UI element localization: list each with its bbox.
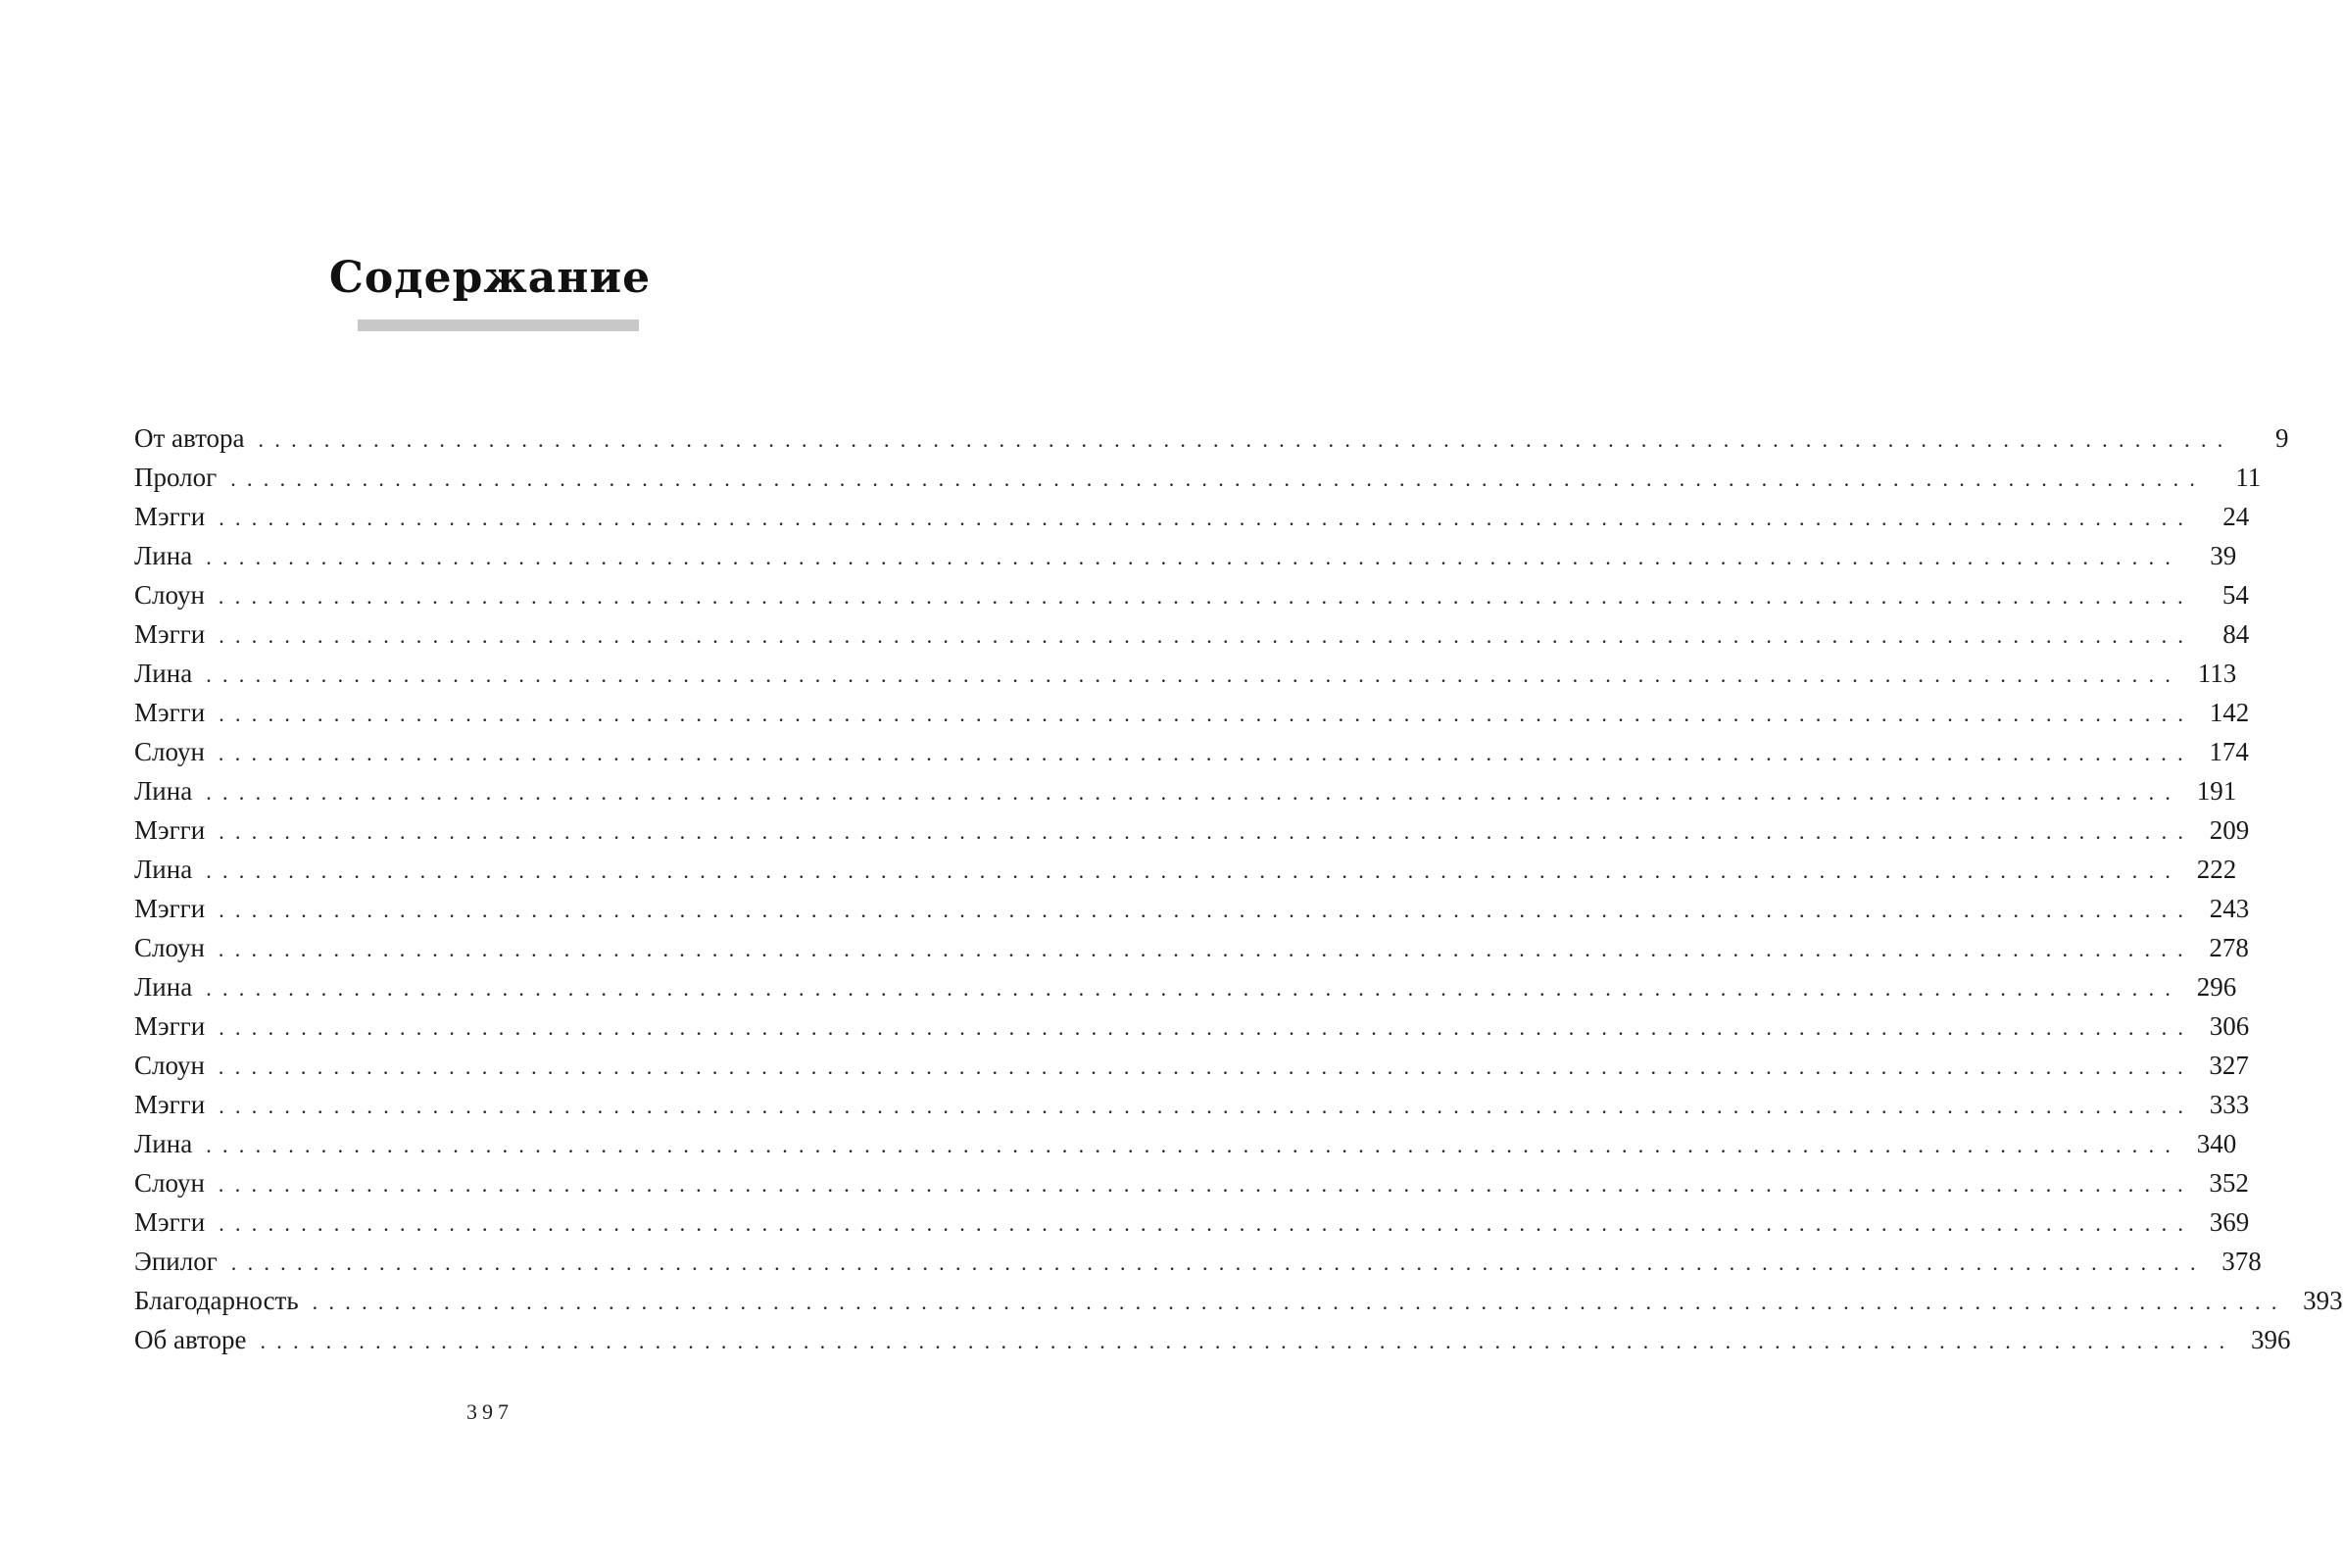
toc-entry-page: 333 <box>2209 1090 2250 1119</box>
toc-dot-leader: ........................................................................................................................ <box>260 1329 2236 1353</box>
toc-dot-leader: ........................................................................................................................ <box>206 780 2182 805</box>
toc-entry-title: Слоун <box>134 580 205 610</box>
toc-entry-page: 11 <box>2235 463 2262 492</box>
toc-entry <box>134 1207 2250 1247</box>
toc-dot-leader: ........................................................................................................................ <box>206 858 2182 883</box>
toc-entry <box>134 619 2250 659</box>
toc-entry <box>134 1090 2250 1129</box>
toc-dot-leader: ........................................................................................................................ <box>219 506 2195 530</box>
toc-entry <box>134 894 2250 933</box>
toc-entry-page: 209 <box>2209 815 2250 845</box>
toc-entry-title: Лина <box>134 1129 193 1158</box>
toc-entry-page: 54 <box>2221 580 2249 610</box>
toc-entry-title: Слоун <box>134 737 205 766</box>
toc-entry-title: Мэгги <box>134 1207 206 1237</box>
page-title: Содержание <box>328 253 652 303</box>
toc-dot-leader: ........................................................................................................................ <box>219 1094 2195 1118</box>
toc-entry <box>134 423 2289 463</box>
toc-entry <box>134 1286 2343 1325</box>
toc-entry <box>134 815 2250 855</box>
toc-entry-title: Лина <box>134 541 193 570</box>
toc-entry <box>134 737 2249 776</box>
toc-entry-page: 369 <box>2209 1207 2250 1237</box>
toc-dot-leader: ........................................................................................................................ <box>219 1015 2195 1040</box>
toc-entry-title: Мэгги <box>134 502 206 531</box>
toc-entry-page: 191 <box>2196 776 2237 806</box>
toc-dot-leader: ........................................................................................................................ <box>218 741 2194 765</box>
toc-entry-page: 352 <box>2209 1168 2249 1198</box>
toc-entry-title: Лина <box>134 659 193 688</box>
toc-entry-title: Слоун <box>134 1168 205 1198</box>
toc-entry-page: 24 <box>2222 502 2250 531</box>
toc-entry <box>134 776 2237 815</box>
toc-entry-title: От автора <box>134 423 245 453</box>
toc-entry <box>134 463 2262 502</box>
toc-entry <box>134 580 2249 619</box>
toc-entry-page: 142 <box>2209 698 2250 727</box>
toc-dot-leader: ........................................................................................................................ <box>206 662 2182 687</box>
toc-entry-title: Эпилог <box>134 1247 218 1276</box>
toc-dot-leader: ........................................................................................................................ <box>219 898 2195 922</box>
toc-entry-title: Мэгги <box>134 619 206 649</box>
toc-entry-page: 174 <box>2209 737 2249 766</box>
toc-dot-leader: ........................................................................................................................ <box>218 584 2194 609</box>
toc-entry-title: Мэгги <box>134 1090 206 1119</box>
toc-entry-page: 39 <box>2210 541 2237 570</box>
title-underline-bar <box>358 319 639 331</box>
page-number: 397 <box>466 1399 513 1424</box>
toc-entry-page: 306 <box>2209 1011 2250 1041</box>
toc-entry <box>134 1011 2250 1051</box>
toc-entry <box>134 1129 2237 1168</box>
toc-dot-leader: ........................................................................................................................ <box>219 1211 2195 1236</box>
toc-entry-page: 340 <box>2196 1129 2237 1158</box>
toc-entry-page: 327 <box>2209 1051 2249 1080</box>
toc-entry-page: 222 <box>2196 855 2237 884</box>
toc-entry-page: 84 <box>2222 619 2250 649</box>
toc-entry-title: Мэгги <box>134 698 206 727</box>
toc-entry-page: 9 <box>2275 423 2289 453</box>
toc-entry <box>134 502 2250 541</box>
toc-entry-page: 393 <box>2303 1286 2343 1315</box>
toc-entry-title: Пролог <box>134 463 218 492</box>
toc-entry <box>134 1325 2291 1364</box>
toc-entry-page: 296 <box>2196 972 2237 1002</box>
toc-dot-leader: ........................................................................................................................ <box>218 1172 2194 1197</box>
toc-entry <box>134 541 2237 580</box>
toc-entry-page: 278 <box>2209 933 2249 962</box>
toc-dot-leader: ........................................................................................................................ <box>312 1290 2288 1314</box>
toc-entry-page: 378 <box>2221 1247 2262 1276</box>
toc-entry <box>134 698 2250 737</box>
toc-entry-page: 396 <box>2250 1325 2291 1354</box>
toc-entry-title: Слоун <box>134 1051 205 1080</box>
toc-entry <box>134 1051 2249 1090</box>
toc-dot-leader: ........................................................................................................................ <box>206 1133 2182 1157</box>
toc-entry-title: Об авторе <box>134 1325 247 1354</box>
toc-entry <box>134 659 2237 698</box>
toc-dot-leader: ........................................................................................................................ <box>218 1054 2194 1079</box>
toc-entry-title: Благодарность <box>134 1286 299 1315</box>
toc-dot-leader: ........................................................................................................................ <box>218 937 2194 961</box>
toc-entry-title: Лина <box>134 855 193 884</box>
table-of-contents <box>134 423 2343 1364</box>
toc-entry <box>134 1168 2249 1207</box>
toc-entry <box>134 933 2249 972</box>
toc-dot-leader: ........................................................................................................................ <box>219 702 2195 726</box>
toc-entry <box>134 855 2237 894</box>
toc-dot-leader: ........................................................................................................................ <box>230 466 2207 491</box>
toc-entry-page: 243 <box>2209 894 2250 923</box>
toc-entry-title: Лина <box>134 972 193 1002</box>
toc-entry <box>134 1247 2262 1286</box>
toc-entry <box>134 972 2237 1011</box>
toc-dot-leader: ........................................................................................................................ <box>206 545 2182 569</box>
toc-entry-title: Лина <box>134 776 193 806</box>
toc-dot-leader: ........................................................................................................................ <box>230 1250 2207 1275</box>
toc-entry-page: 113 <box>2197 659 2237 688</box>
toc-dot-leader: ........................................................................................................................ <box>258 427 2234 452</box>
toc-entry-title: Мэгги <box>134 815 206 845</box>
toc-dot-leader: ........................................................................................................................ <box>219 819 2195 844</box>
toc-dot-leader: ........................................................................................................................ <box>206 976 2182 1001</box>
toc-entry-title: Мэгги <box>134 1011 206 1041</box>
toc-dot-leader: ........................................................................................................................ <box>219 623 2195 648</box>
toc-entry-title: Мэгги <box>134 894 206 923</box>
toc-entry-title: Слоун <box>134 933 205 962</box>
